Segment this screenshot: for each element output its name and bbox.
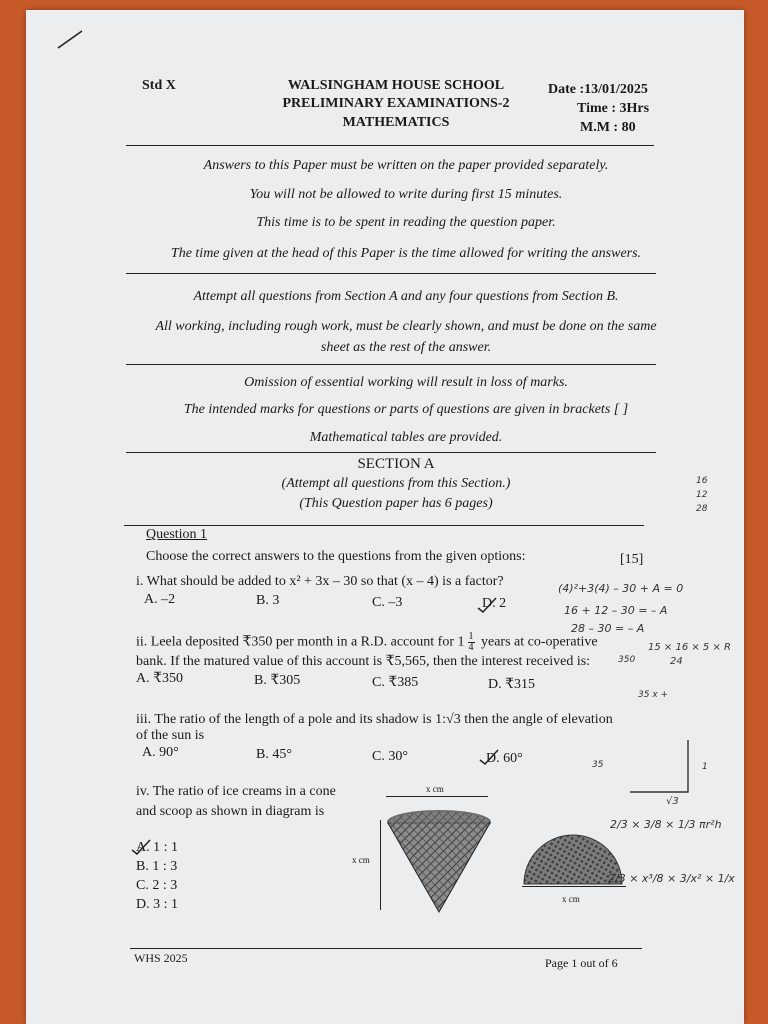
option-a: A. ₹350 bbox=[136, 671, 184, 686]
divider bbox=[126, 452, 656, 453]
option-b: B. ₹305 bbox=[254, 673, 301, 688]
instruction-line: The time given at the head of this Paper is the time allowed for writing the answers. bbox=[170, 246, 642, 261]
fraction-denominator: 4 bbox=[468, 642, 474, 653]
handwritten-note: 28 – 30 = – A bbox=[571, 622, 645, 635]
divider bbox=[126, 273, 656, 274]
question-iii-line2: of the sun is bbox=[136, 728, 205, 743]
question-iv-line1: iv. The ratio of ice creams in a cone bbox=[136, 784, 336, 799]
pencil-stroke-mark bbox=[56, 28, 86, 50]
footer-left: WHS 2025 bbox=[134, 951, 188, 965]
option-c: C. 2 : 3 bbox=[136, 878, 178, 893]
handwritten-note: 16 + 12 – 30 = – A bbox=[564, 604, 668, 617]
option-a: A. 1 : 1 bbox=[136, 840, 178, 855]
instruction-line: Answers to this Paper must be written on the paper provided separately. bbox=[203, 158, 609, 173]
instruction-line: Attempt all questions from Section A and any four questions from Section B. bbox=[193, 289, 619, 304]
instruction-line: Omission of essential working will result in loss of marks. bbox=[244, 375, 568, 390]
instruction-line: This time is to be spent in reading the question paper. bbox=[256, 215, 556, 230]
question-i-text: i. What should be added to x² + 3x – 30 so that (x – 4) is a factor? bbox=[136, 574, 504, 589]
exam-time: Time : 3Hrs bbox=[577, 101, 650, 116]
handwritten-note: 15 × 16 × 5 × R bbox=[648, 642, 731, 653]
handwritten-note: 12 bbox=[696, 490, 708, 500]
divider bbox=[126, 145, 654, 146]
handwritten-note: 16 bbox=[696, 476, 708, 486]
tick-mark-icon bbox=[478, 748, 500, 766]
handwritten-note: 24 bbox=[670, 656, 683, 667]
section-title: SECTION A bbox=[357, 456, 435, 472]
handwritten-note: √3 bbox=[666, 796, 679, 807]
exam-paper bbox=[26, 10, 744, 1024]
question-ii-line2: bank. If the matured value of this account is ₹5,565, then the interest received is: bbox=[136, 654, 591, 669]
option-c: C. ₹385 bbox=[372, 675, 419, 690]
handwritten-note: 28 bbox=[696, 504, 708, 514]
option-a: A. –2 bbox=[144, 592, 176, 607]
question-title: Question 1 bbox=[146, 527, 208, 542]
section-note: (This Question paper has 6 pages) bbox=[299, 496, 493, 511]
option-d: D. ₹315 bbox=[488, 677, 536, 692]
handwritten-note: (4)²+3(4) – 30 + A = 0 bbox=[558, 582, 684, 595]
handwritten-note: 350 bbox=[618, 655, 636, 665]
handwritten-note: 35 bbox=[592, 760, 604, 770]
cone-image bbox=[384, 808, 494, 914]
exam-date: Date :13/01/2025 bbox=[548, 82, 648, 97]
handwritten-note: 2/3 × 3/8 × 1/3 πr²h bbox=[610, 818, 722, 831]
std-label: Std X bbox=[142, 78, 176, 93]
cone-height-label: x cm bbox=[352, 855, 370, 865]
tick-mark-icon bbox=[476, 596, 498, 614]
section-note: (Attempt all questions from this Section.) bbox=[281, 476, 511, 491]
option-a: A. 90° bbox=[142, 745, 179, 760]
instruction-line: The intended marks for questions or parts of questions are given in brackets [ ] bbox=[183, 402, 629, 417]
instruction-line: You will not be allowed to write during first 15 minutes. bbox=[249, 187, 563, 202]
question-iii-line1: iii. The ratio of the length of a pole and its shadow is 1:√3 then the angle of elevation bbox=[136, 712, 613, 727]
dimension-line bbox=[522, 886, 626, 887]
option-d: D. 3 : 1 bbox=[136, 897, 178, 912]
handwritten-note: 1 bbox=[702, 762, 708, 772]
footer-page-number: Page 1 out of 6 bbox=[545, 956, 618, 970]
option-c: C. –3 bbox=[372, 595, 403, 610]
max-marks: M.M : 80 bbox=[580, 120, 636, 135]
scoop-width-label: x cm bbox=[562, 894, 580, 904]
cone-width-label: x cm bbox=[426, 784, 444, 794]
option-d: D. 60° bbox=[486, 751, 523, 766]
dimension-line bbox=[386, 796, 488, 797]
handwritten-note: 2/3 × x³/8 × 3/x² × 1/x bbox=[608, 872, 735, 885]
school-name: WALSINGHAM HOUSE SCHOOL bbox=[287, 78, 505, 93]
exam-name: PRELIMINARY EXAMINATIONS-2 bbox=[282, 96, 510, 111]
option-b: B. 1 : 3 bbox=[136, 859, 178, 874]
question-marks: [15] bbox=[620, 552, 644, 567]
question-prompt: Choose the correct answers to the questions from the given options: bbox=[146, 549, 526, 564]
option-b: B. 3 bbox=[256, 593, 280, 608]
question-iv-line2: and scoop as shown in diagram is bbox=[136, 804, 325, 819]
option-b: B. 45° bbox=[256, 747, 292, 762]
footer-divider bbox=[130, 948, 642, 949]
instruction-line: Mathematical tables are provided. bbox=[309, 430, 503, 445]
divider bbox=[124, 525, 644, 526]
option-c: C. 30° bbox=[372, 749, 408, 764]
handwritten-note: 35 x + bbox=[638, 690, 669, 700]
subject-name: MATHEMATICS bbox=[342, 115, 450, 130]
instruction-line: All working, including rough work, must be clearly shown, and must be done on the same bbox=[155, 319, 657, 334]
dimension-line bbox=[380, 820, 381, 910]
divider bbox=[126, 364, 656, 365]
fraction-numerator: 1 bbox=[468, 631, 474, 642]
instruction-line: sheet as the rest of the answer. bbox=[320, 340, 492, 355]
option-d: D. 2 bbox=[482, 596, 507, 611]
triangle-sketch bbox=[626, 738, 696, 798]
tick-mark-icon bbox=[130, 838, 152, 856]
question-ii-line1: ii. Leela deposited ₹350 per month in a R.D. account for $1 \frac{1}{4}$ years at co-operative bbox=[136, 631, 598, 653]
